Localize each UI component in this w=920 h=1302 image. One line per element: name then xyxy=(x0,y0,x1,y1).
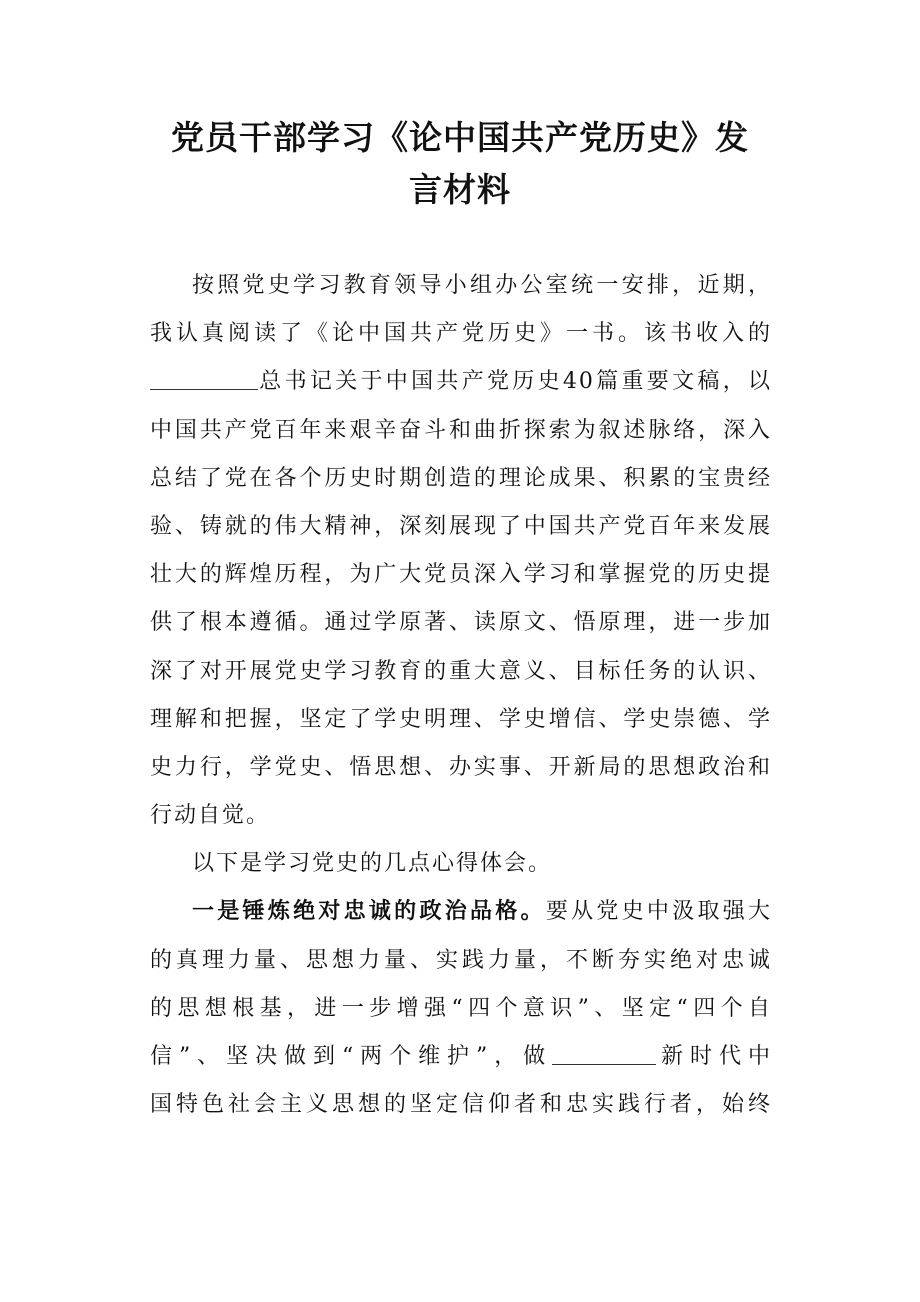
document-title xyxy=(150,112,770,216)
paragraph-3-line-4-text-b: 新时代中 xyxy=(656,1044,772,1069)
paragraph-1-line-3-text: 总书记关于中国共产党历史40篇重要文稿，以 xyxy=(258,369,772,395)
title-line-2: 言材料 xyxy=(409,170,511,209)
paragraph-1-line-6: 验、铸就的伟大精神，深刻展现了中国共产党百年来发展 xyxy=(150,513,772,539)
paragraph-3-line-1 xyxy=(150,888,772,936)
paragraph-1-line-7: 壮大的辉煌历程，为广大党员深入学习和掌握党的历史提 xyxy=(150,562,772,588)
paragraph-3-line-3: 的思想根基，进一步增强“四个意识”、坚定“四个自 xyxy=(150,995,772,1021)
paragraph-1-line-8: 供了根本遵循。通过学原著、读原文、悟原理，进一步加 xyxy=(150,610,772,636)
paragraph-3-line-1-text: 要从党史中汲取强大 xyxy=(545,899,772,925)
paragraph-3-line-2: 的真理力量、思想力量、实践力量，不断夯实绝对忠诚 xyxy=(150,947,772,973)
paragraph-2-line-1: 以下是学习党史的几点心得体会。 xyxy=(192,851,553,877)
redacted-name-blank xyxy=(552,1042,656,1065)
paragraph-1-line-1: 按照党史学习教育领导小组办公室统一安排，近期， xyxy=(192,273,772,298)
paragraph-1-line-2: 我认真阅读了《论中国共产党历史》一书。该书收入的 xyxy=(150,321,772,347)
paragraph-3-line-5: 国特色社会主义思想的坚定信仰者和忠实践行者，始终 xyxy=(150,1092,772,1118)
paragraph-1-line-12: 行动自觉。 xyxy=(150,803,271,829)
redacted-name-blank xyxy=(150,367,258,390)
paragraph-1-line-4: 中国共产党百年来艰辛奋斗和曲折探索为叙述脉络，深入 xyxy=(150,417,772,443)
paragraph-1-line-3 xyxy=(150,358,772,406)
paragraph-1-line-10: 理解和把握，坚定了学史明理、学史增信、学史崇德、学 xyxy=(150,706,772,732)
paragraph-3-line-4-text-a: 信”、坚决做到“两个维护”，做 xyxy=(150,1044,553,1069)
title-line-1: 党员干部学习《论中国共产党历史》发 xyxy=(171,118,749,157)
paragraph-3-heading: 一是锤炼绝对忠诚的政治品格。 xyxy=(192,899,546,925)
paragraph-1-line-9: 深了对开展党史学习教育的重大意义、目标任务的认识、 xyxy=(150,658,772,684)
paragraph-3-line-4 xyxy=(150,1033,772,1081)
paragraph-1-line-11: 史力行，学党史、悟思想、办实事、开新局的思想政治和 xyxy=(150,754,772,780)
document-body xyxy=(150,262,772,1129)
paragraph-1-line-5: 总结了党在各个历史时期创造的理论成果、积累的宝贵经 xyxy=(150,465,772,491)
